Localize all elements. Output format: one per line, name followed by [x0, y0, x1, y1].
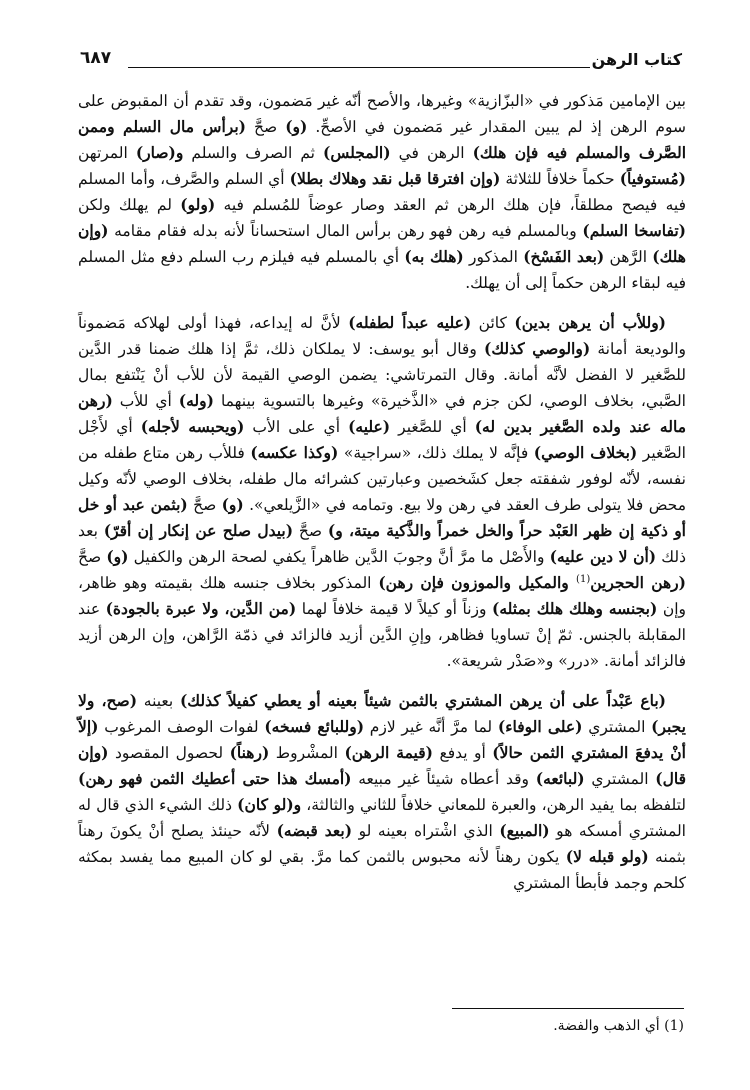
paragraph	[78, 88, 686, 296]
commentary-text: لما مرَّ أنَّه غير لازم	[364, 718, 498, 736]
commentary-text: ذلك الشيء الذي قال له المشتري أمسكه هو	[78, 796, 686, 840]
header-rule	[128, 67, 590, 68]
matn-text: (ويحبسه لأجله)	[140, 417, 245, 436]
commentary-text: صحَّ	[187, 496, 222, 514]
commentary-text: أي لأَجْل الصَّغير	[78, 418, 686, 462]
matn-text: (المجلس)	[323, 143, 391, 162]
page-header	[80, 46, 682, 80]
paragraph	[78, 310, 686, 674]
matn-text: (المبيع)	[499, 821, 550, 840]
footnote-reference: (1)	[576, 573, 591, 585]
matn-text: (صح، ولا يجبر)	[78, 691, 686, 736]
commentary-text: أي على الأب	[244, 418, 349, 436]
commentary-text: لأنّه حينئذ يصلح أنْ يكونَ رهناً بثمنه	[78, 822, 686, 866]
commentary-text: لأنَّ له إيداعه، فهذا أولى لهلاكه مَضموناً والوديعة أمانة	[78, 314, 686, 358]
page-number: ٦٨٧	[80, 48, 112, 68]
commentary-text: المشتري	[584, 770, 656, 788]
matn-text: (أن لا دين عليه)	[549, 547, 657, 566]
commentary-text: المشتري	[582, 718, 652, 736]
matn-text: (وكذا عكسه)	[250, 443, 339, 462]
footnote-marker: (1)	[664, 1018, 684, 1034]
matn-text: (وللبائع فسخه)	[264, 717, 365, 736]
matn-text: (برأس مال السلم وممن الصَّرف والمسلم فيه فإن هلك)	[78, 117, 687, 162]
commentary-text: بين الإمامين مَذكور في «البزّازية» وغيرها، والأصح أنّه غير مَضمون، وقد تقدم أن المقبوض على سوم الرهن إذ لم يبين المقدار غير مَضمون في الأصحِّ.	[78, 92, 687, 136]
matn-text: (رهن ماله عند ولده الصَّغير بدين له)	[78, 391, 686, 436]
commentary-text: الرهن في	[390, 144, 473, 162]
matn-text: و(لو كان)	[237, 795, 302, 814]
matn-text: (و)	[285, 117, 308, 136]
commentary-text: لفوات الوصف المرغوب	[98, 718, 265, 736]
commentary-text: لم يهلك ولكن	[78, 196, 181, 214]
matn-text: (مُستوفياً)	[619, 169, 686, 188]
matn-text: (رهن الحجرين	[590, 573, 686, 592]
commentary-text: المشْروط	[269, 744, 345, 762]
commentary-text: بعد ذلك	[78, 522, 686, 566]
commentary-text: حكماً خلافاً للثلاثة	[500, 170, 620, 188]
matn-text: (تفاسخا السلم)	[582, 221, 686, 240]
commentary-text: صحَّ	[293, 522, 328, 540]
commentary-text: لتلفظه بما يفيد الرهن، والعبرة للمعاني خلافاً للثاني والثالثة،	[301, 796, 686, 814]
commentary-text: أو يدفع	[432, 744, 493, 762]
matn-text: (بثمن عبد أو خل أو ذكية إن ظهر العَبْد حراً والخل خمراً والذَّكية ميتة، و)	[78, 495, 686, 540]
matn-text: (عليه)	[348, 417, 391, 436]
commentary-text: وقد أعطاه شيئاً غير مبيعه	[351, 770, 536, 788]
commentary-text: المذكور	[463, 248, 524, 266]
matn-text: (بيدل صلح عن إنكار إن أقرّ)	[103, 521, 294, 540]
matn-text: (وإن قال)	[78, 743, 686, 788]
matn-text: (بخلاف الوصي)	[533, 443, 638, 462]
matn-text: (أمسك هذا حتى أعطيك الثمن فهو رهن)	[78, 769, 352, 788]
commentary-text: والأَصْل ما مرَّ أنَّ وجوبَ الدَّين ظاهراً يكفي لصحة الرهن والكفيل	[128, 548, 550, 566]
commentary-text: وزناً أو كيلاً لا قيمة خلافاً لهما	[296, 600, 492, 618]
commentary-text: المذكور بخلاف جنسه هلك بقيمته وهو ظاهر، وإن	[78, 574, 686, 618]
matn-text: (والوصي كذلك)	[483, 339, 591, 358]
commentary-text: لحصول المقصود	[108, 744, 230, 762]
matn-text: و(صار)	[135, 143, 184, 162]
matn-text: (عليه عبداً لطفله)	[348, 313, 472, 332]
footnote-text: أي الذهب والفضة.	[553, 1018, 660, 1034]
commentary-text: أي السلم والصَّرف، وأما المسلم فيه فيصح مطلقاً، فإن هلك الرهن ثم العقد وصار عوضاً للمُسلم فيه	[78, 170, 686, 214]
commentary-text: بعينه	[137, 692, 180, 710]
matn-text: (ولو قبله لا)	[565, 847, 649, 866]
matn-text: (وإن افترقا قبل نقد وهلاك بطلا)	[289, 169, 501, 188]
matn-text: (بجنسه وهلك هلك بمثله)	[492, 599, 658, 618]
matn-text: (إلاّ أنْ يدفعَ المشتري الثمن حالاً)	[78, 717, 686, 762]
commentary-text: صحَّ	[78, 548, 107, 566]
commentary-text: فللأب رهن متاع طفله من نفسه، لأنّه لوفور شفقته جعل كشَخصين وعبارتين كشرائه مال طفله، بخلاف الوصي لأنّه وكيل محض فلا يتولى طرف العقد في رهن ولا بيع. وتمامه في «الزَّيلعي».	[78, 444, 686, 514]
matn-text: (رهناً)	[229, 743, 270, 762]
commentary-text: الرَّهن	[604, 248, 653, 266]
matn-text: (وإن هلك)	[78, 221, 686, 266]
matn-text: (ولو)	[180, 195, 216, 214]
matn-text: (و)	[106, 547, 129, 566]
commentary-text: صحَّ	[246, 118, 286, 136]
commentary-text: وقال أبو يوسف: لا يملكان ذلك، ثمَّ إذا هلك ضمنا قدر الدَّين للصَّغير لا الفضل لأنَّه أمانة. وقال التمرتاشي: يضمن الوصي القيمة لأن للأب أنْ يَنْتفع بمال الصَّبي، بخلاف الوصي، لكن جزم في «الذَّخيرة» وغيرها بالتسوية بينهما	[78, 340, 686, 410]
matn-text: (بعد الفَسْخ)	[523, 247, 605, 266]
commentary-text: يكون رهناً لأنه محبوس بالثمن كما مرَّ. بقي لو كان المبيع مما يفسد بمكثه كلحم وجمد فأبطأ المشتري	[78, 848, 686, 892]
main-text	[78, 88, 686, 896]
commentary-text: وبالمسلم فيه رهن فهو رهن برأس المال استحساناً لأنه بدله فقام مقامه	[108, 222, 583, 240]
commentary-text: ثم الصرف والسلم	[183, 144, 324, 162]
chapter-title: كتاب الرهن	[591, 50, 682, 69]
matn-text: (وله)	[178, 391, 214, 410]
matn-text: (بعد قبضه)	[276, 821, 353, 840]
commentary-text: أي للصَّغير	[390, 418, 475, 436]
commentary-text: المرتهن	[78, 144, 136, 162]
matn-text: (قيمة الرهن)	[344, 743, 433, 762]
commentary-text: أي بالمسلم فيه فيلزم رب السلم دفع مثل المسلم فيه لبقاء الرهن حكماً إلى أن يهلك.	[78, 248, 686, 292]
matn-text: (من الدَّين، ولا عبرة بالجودة)	[105, 599, 297, 618]
footnote-rule	[452, 1008, 684, 1009]
matn-text: (باع عَبْداً على أن يرهن المشتري بالثمن شيئاً بعينه أو يعطي كفيلاً كذلك)	[179, 691, 667, 710]
commentary-text: أي للأب	[112, 392, 179, 410]
matn-text: (هلك به)	[404, 247, 464, 266]
commentary-text: كائن	[471, 314, 515, 332]
matn-text: (و)	[221, 495, 244, 514]
footnote	[380, 1016, 684, 1036]
commentary-text: عند المقابلة بالجنس. ثمّ إنْ تساويا فظاهر، وإنِ الدَّين أزيد فالزائد في ذمّة الرَّاهن، وإن الرهن أزيد فالزائد أمانة. «درر» و«صَدْر شريعة».	[78, 600, 686, 670]
matn-text: (وللأب أن يرهن بدين)	[514, 313, 667, 332]
commentary-text: فإنَّه لا يملك ذلك، «سراجية»	[338, 444, 534, 462]
matn-text: (على الوفاء)	[497, 717, 583, 736]
matn-text: (لبائعه)	[535, 769, 585, 788]
matn-text: والمكيل والموزون فإن رهن)	[378, 573, 577, 592]
paragraph	[78, 688, 686, 896]
commentary-text: الذي اشْتراه بعينه لو	[352, 822, 500, 840]
